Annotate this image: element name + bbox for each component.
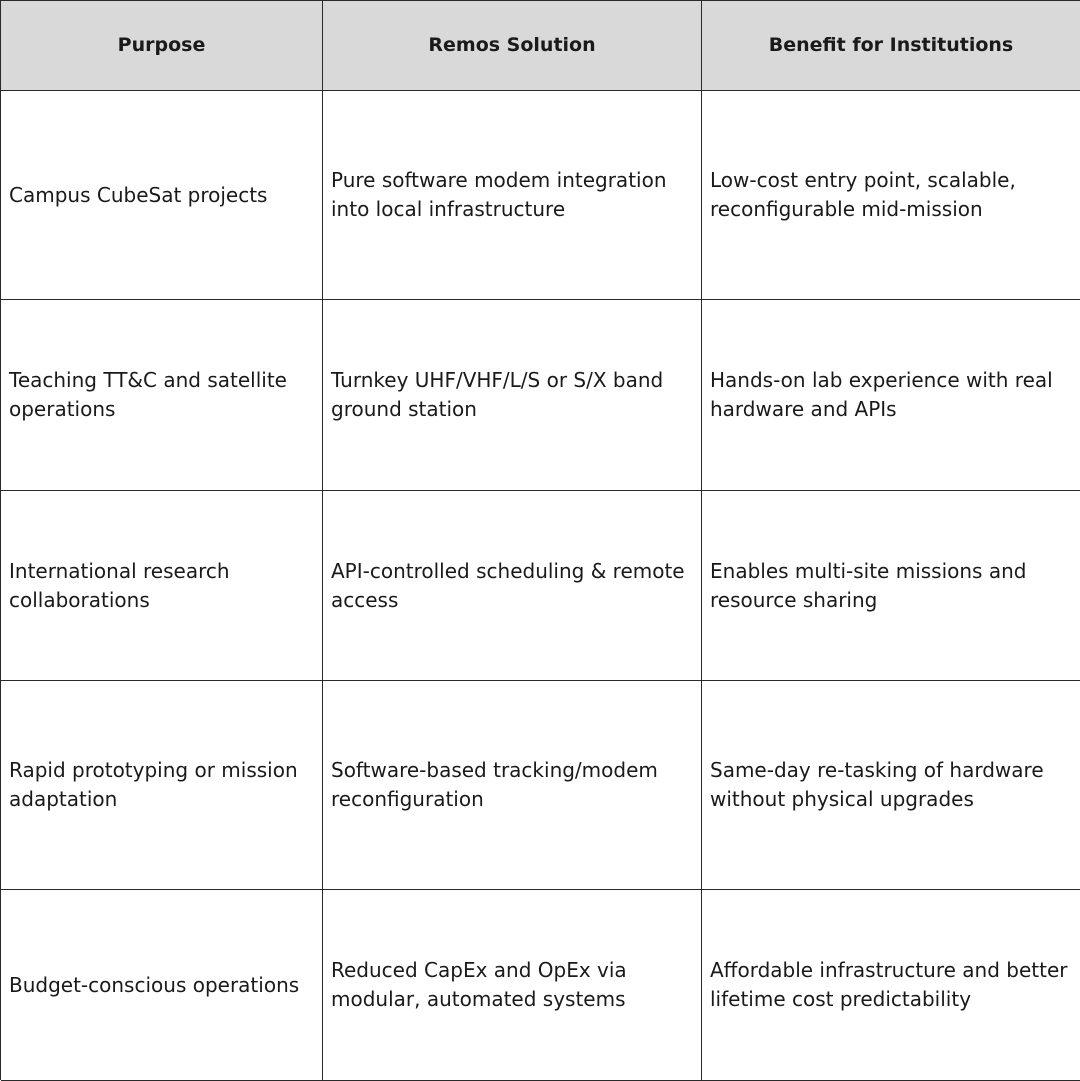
- row-3-solution: API-controlled scheduling & remote access: [323, 491, 702, 681]
- row-3-benefit: Enables multi-site missions and resource sharing: [702, 491, 1080, 681]
- row-3-purpose: International research collaborations: [1, 491, 323, 681]
- row-1-solution: Pure software modem integration into local infrastructure: [323, 91, 702, 300]
- header-purpose: Purpose: [1, 1, 323, 91]
- row-2-purpose: Teaching TT&C and satellite operations: [1, 300, 323, 491]
- row-4-benefit: Same-day re-tasking of hardware without physical upgrades: [702, 681, 1080, 890]
- header-remos-solution: Remos Solution: [323, 1, 702, 91]
- row-5-solution: Reduced CapEx and OpEx via modular, automated systems: [323, 890, 702, 1081]
- row-4-solution: Software-based tracking/modem reconfiguration: [323, 681, 702, 890]
- row-1-purpose: Campus CubeSat projects: [1, 91, 323, 300]
- row-2-benefit: Hands-on lab experience with real hardware and APIs: [702, 300, 1080, 491]
- row-5-benefit: Affordable infrastructure and better lifetime cost predictability: [702, 890, 1080, 1081]
- row-2-solution: Turnkey UHF/VHF/L/S or S/X band ground station: [323, 300, 702, 491]
- header-benefit: Benefit for Institutions: [702, 1, 1080, 91]
- row-1-benefit: Low-cost entry point, scalable, reconfigurable mid-mission: [702, 91, 1080, 300]
- row-4-purpose: Rapid prototyping or mission adaptation: [1, 681, 323, 890]
- row-5-purpose: Budget-conscious operations: [1, 890, 323, 1081]
